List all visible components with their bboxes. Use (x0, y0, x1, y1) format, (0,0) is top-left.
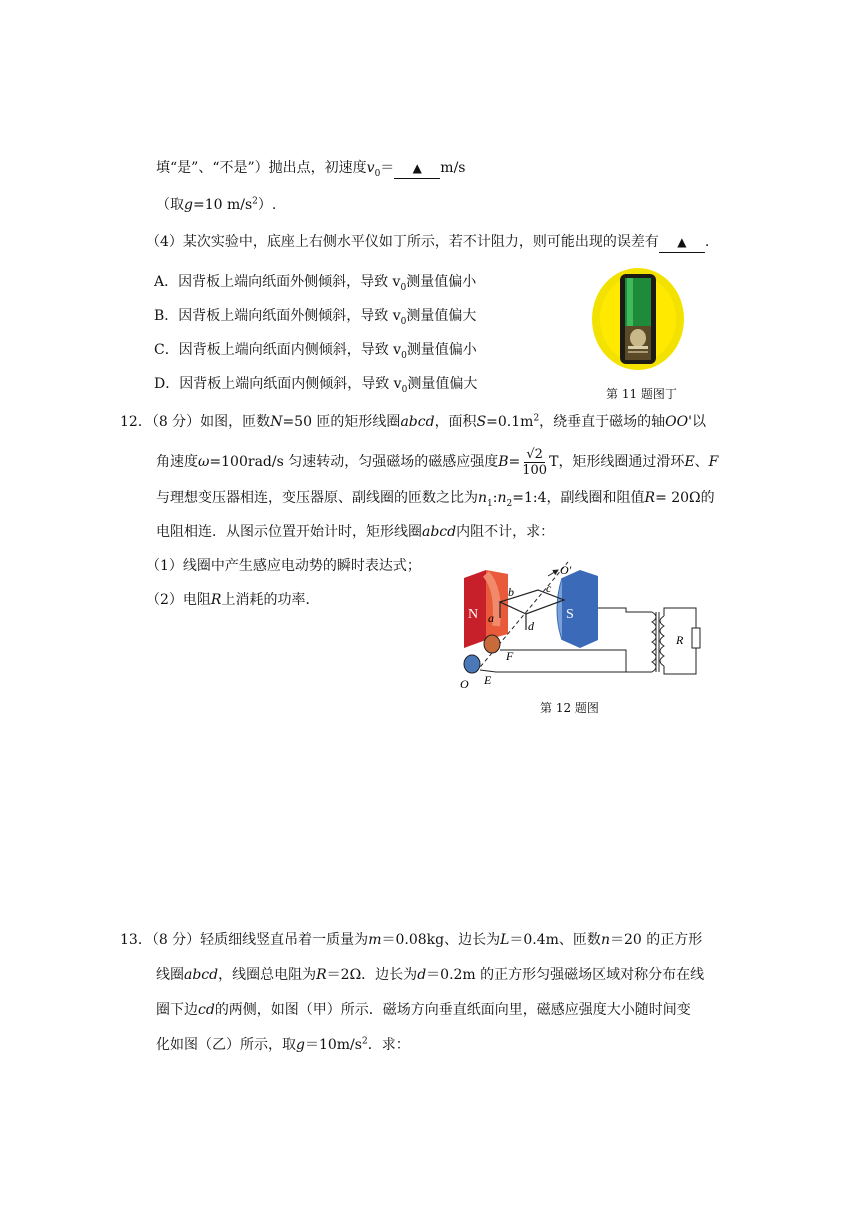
label-n: N (468, 607, 479, 622)
primary-coil (652, 612, 656, 672)
svg-text:O': O' (560, 563, 572, 577)
generator-circuit-figure (456, 560, 712, 692)
q13-line-2: 线圈abcd，线圈总电阻为R＝2Ω．边长为d＝0.2m 的正方形匀强磁场区域对称分布在线 (156, 967, 705, 983)
option-b[interactable]: B．因背板上端向纸面外侧倾斜，导致 $v_0$测量值偏大 (154, 308, 477, 327)
svg-text:c: c (546, 581, 552, 595)
q12-sub-question-1: （1）线圈中产生感应电动势的瞬时表达式； (146, 558, 421, 574)
q12-line-4: 电阻相连．从图示位置开始计时，矩形线圈abcd内阻不计，求： (156, 524, 555, 540)
q11-part4: （4）某次实验中，底座上右侧水平仪如丁所示，若不计阻力，则可能出现的误差有 ▲ . (146, 232, 709, 253)
q12-line-1: 12．（8 分）如图，匝数N=50 匝的矩形线圈abcd，面积$S=0.1m^2$，绕垂直于磁场的轴OO'以 (120, 413, 706, 430)
level-bubble (630, 329, 646, 347)
option-a[interactable]: A．因背板上端向纸面外侧倾斜，导致 $v_0$测量值偏小 (154, 274, 477, 293)
q13-line-1: 13．（8 分）轻质细线竖直吊着一质量为m＝0.08kg、边长为L＝0.4m、匝数n＝20 的正方形 (120, 932, 703, 948)
label-s: S (566, 607, 574, 622)
q12-line-3: 与理想变压器相连，变压器原、副线圈的匝数之比为$n_1:n_2=1:4$，副线圈和阻值R= 20Ω的 (156, 490, 715, 509)
q13-line-4: 化如图（乙）所示，取$g=10m/s^2$．求： (156, 1036, 410, 1053)
figure-11-caption: 第 11 题图丁 (606, 387, 677, 401)
svg-text:b: b (508, 585, 514, 599)
svg-text:O: O (460, 677, 469, 691)
q13-line-3: 圈下边cd的两侧，如图（甲）所示．磁场方向垂直纸面向里，磁感应强度大小随时间变 (156, 1002, 691, 1018)
option-d[interactable]: D．因背板上端向纸面内侧倾斜，导致 $v_0$测量值偏大 (154, 376, 478, 395)
field-strength-fraction: $\frac{√2}{100}$ (522, 446, 548, 478)
answer-blank[interactable]: ▲ (394, 158, 440, 179)
secondary-coil (660, 616, 664, 666)
slip-ring-e (464, 655, 480, 673)
svg-text:E: E (484, 673, 492, 687)
q11-g-note: （取g=10 $m/s^2$）. (156, 196, 277, 213)
resistor-r (692, 628, 700, 648)
figure-12-caption: 第 12 题图 (540, 701, 599, 715)
q12-sub-question-2: （2）电阻R上消耗的功率． (146, 592, 320, 608)
slip-ring-f (484, 635, 500, 653)
option-c[interactable]: C．因背板上端向纸面内侧倾斜，导致 $v_0$测量值偏小 (154, 342, 477, 361)
svg-text:a: a (488, 611, 494, 625)
svg-text:F: F (506, 649, 514, 663)
answer-blank[interactable]: ▲ (659, 232, 705, 253)
spirit-level-photo (590, 266, 686, 372)
q12-line-2: 角速度 ω =100rad/s 匀速转动，匀强磁场的磁感应强度 B = $\frac{√2}{100}$ T ，矩形线圈通过滑环 E 、 F (156, 446, 719, 478)
svg-text:d: d (528, 619, 534, 633)
q11-fill-line: 填“是”、“不是”）抛出点，初速度$v_0=$ ▲ m/s (156, 160, 466, 179)
svg-text:R: R (676, 633, 684, 647)
